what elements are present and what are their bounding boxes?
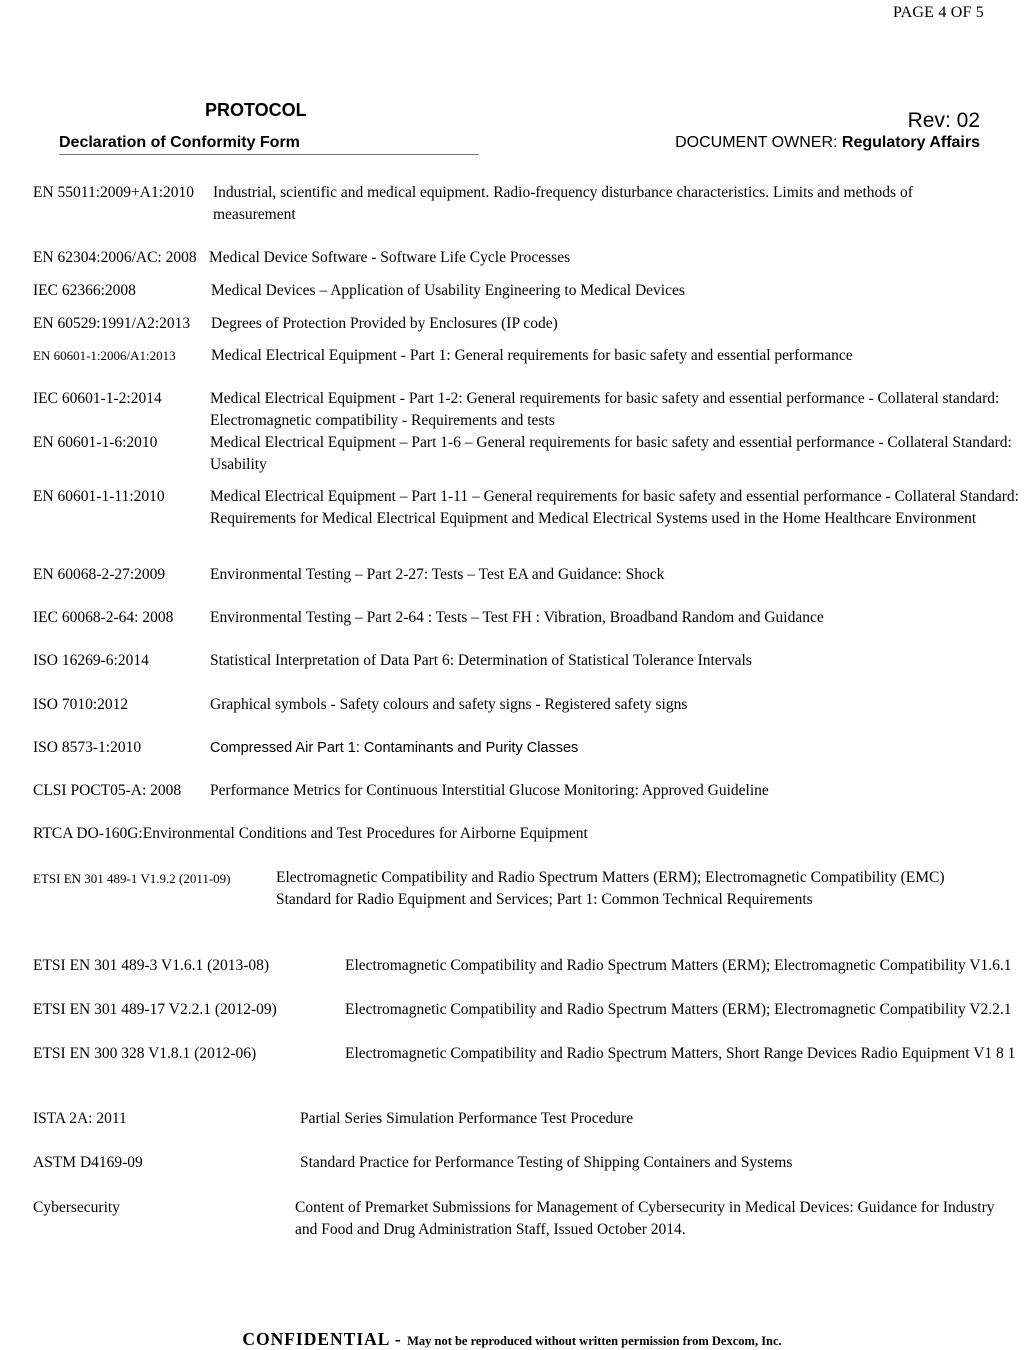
standard-code: ISO 7010:2012 bbox=[33, 696, 129, 713]
standard-description: Statistical Interpretation of Data Part 6: Determination of Statistical Tolerance Intervals bbox=[210, 652, 752, 669]
standard-code: ISTA 2A: 2011 bbox=[33, 1110, 127, 1127]
standard-description: Content of Premarket Submissions for Management of Cybersecurity in Medical Devices: Guidance for Industry and Food and Drug Administration Staff, Issued October 2014. bbox=[295, 1199, 995, 1238]
owner-value: Regulatory Affairs bbox=[841, 134, 980, 151]
standard-code: ISO 8573-1:2010 bbox=[33, 739, 142, 756]
owner-prefix: DOCUMENT OWNER: bbox=[675, 134, 842, 151]
standard-description: Environmental Conditions and Test Procedures for Airborne Equipment bbox=[142, 825, 588, 842]
standard-description: Medical Electrical Equipment – Part 1-11 – General requirements for basic safety and essential performance - Collateral Standard: Requirements for Medical Electrical Equipment and Medical Electrical Systems used in the Home Healthcare Environment bbox=[210, 488, 1019, 527]
standard-description: Environmental Testing – Part 2-64 : Tests – Test FH : Vibration, Broadband Random and Guidance bbox=[210, 609, 824, 626]
page-number: PAGE 4 OF 5 bbox=[893, 4, 984, 21]
standard-description: Graphical symbols - Safety colours and safety signs - Registered safety signs bbox=[210, 696, 688, 713]
standard-description: Compressed Air Part 1: Contaminants and Purity Classes bbox=[210, 740, 579, 756]
standard-description: Medical Electrical Equipment - Part 1: General requirements for basic safety and essential performance bbox=[211, 347, 853, 364]
standard-code: EN 60601-1:2006/A1:2013 bbox=[33, 348, 176, 363]
standard-description: Electromagnetic Compatibility and Radio Spectrum Matters (ERM); Electromagnetic Compatibility V2.2.1 bbox=[345, 1001, 1012, 1018]
revision-label: Rev: 02 bbox=[907, 109, 980, 132]
standard-code: Cybersecurity bbox=[33, 1199, 120, 1216]
document-owner bbox=[675, 134, 980, 152]
standard-description: Standard Practice for Performance Testing of Shipping Containers and Systems bbox=[300, 1154, 793, 1171]
standard-code: CLSI POCT05-A: 2008 bbox=[33, 782, 182, 799]
standard-description: Medical Devices – Application of Usability Engineering to Medical Devices bbox=[211, 282, 685, 299]
standard-description: Partial Series Simulation Performance Test Procedure bbox=[300, 1110, 634, 1127]
standard-code: IEC 60068-2-64: 2008 bbox=[33, 609, 174, 626]
standard-code: ETSI EN 300 328 V1.8.1 (2012-06) bbox=[33, 1045, 257, 1062]
standard-description: Electromagnetic Compatibility and Radio Spectrum Matters, Short Range Devices Radio Equipment V1 8 1 bbox=[345, 1045, 1016, 1062]
standard-description: Medical Electrical Equipment - Part 1-2: General requirements for basic safety and essential performance - Collateral standard: Electromagnetic compatibility - Requirements and tests bbox=[210, 390, 1000, 429]
reproduction-notice: May not be reproduced without written permission from Dexcom, Inc. bbox=[407, 1334, 782, 1348]
standard-code: ASTM D4169-09 bbox=[33, 1154, 143, 1171]
standard-code: ISO 16269-6:2014 bbox=[33, 652, 149, 669]
confidential-label: CONFIDENTIAL - bbox=[242, 1329, 408, 1349]
form-title: Declaration of Conformity Form bbox=[59, 134, 300, 151]
standard-code: ETSI EN 301 489-3 V1.6.1 (2013-08) bbox=[33, 957, 270, 974]
standard-code: EN 55011:2009+A1:2010 bbox=[33, 184, 195, 201]
standard-description: Medical Device Software - Software Life Cycle Processes bbox=[209, 249, 571, 266]
standard-code: IEC 60601-1-2:2014 bbox=[33, 390, 162, 407]
standard-code: EN 60601-1-11:2010 bbox=[33, 488, 165, 505]
standard-code: RTCA DO-160G: bbox=[33, 825, 143, 842]
standard-description: Environmental Testing – Part 2-27: Tests – Test EA and Guidance: Shock bbox=[210, 566, 665, 583]
standard-code: EN 62304:2006/AC: 2008 bbox=[33, 249, 197, 266]
protocol-heading: PROTOCOL bbox=[205, 100, 307, 120]
standard-row bbox=[33, 823, 993, 845]
standard-description: Medical Electrical Equipment – Part 1-6 – General requirements for basic safety and essential performance - Collateral Standard: Usability bbox=[210, 434, 1012, 473]
standard-description: Degrees of Protection Provided by Enclosures (IP code) bbox=[211, 315, 558, 332]
standard-description: Performance Metrics for Continuous Interstitial Glucose Monitoring: Approved Guideline bbox=[210, 782, 769, 799]
header-underline bbox=[59, 154, 479, 155]
confidential-footer bbox=[0, 1329, 1024, 1350]
standard-code: IEC 62366:2008 bbox=[33, 282, 136, 299]
standard-description: Electromagnetic Compatibility and Radio Spectrum Matters (ERM); Electromagnetic Compatibility (EMC) Standard for Radio Equipment and Services; Part 1: Common Technical Requirements bbox=[276, 869, 945, 908]
standard-description: Electromagnetic Compatibility and Radio Spectrum Matters (ERM); Electromagnetic Compatibility V1.6.1 bbox=[345, 957, 1012, 974]
standard-code: EN 60601-1-6:2010 bbox=[33, 434, 158, 451]
standard-code: EN 60529:1991/A2:2013 bbox=[33, 315, 191, 332]
standard-code: ETSI EN 301 489-1 V1.9.2 (2011-09) bbox=[33, 871, 231, 886]
standard-code: EN 60068-2-27:2009 bbox=[33, 566, 166, 583]
standard-description: Industrial, scientific and medical equipment. Radio-frequency disturbance characteristics. Limits and methods of measurement bbox=[213, 184, 913, 223]
standard-code: ETSI EN 301 489-17 V2.2.1 (2012-09) bbox=[33, 1001, 277, 1018]
